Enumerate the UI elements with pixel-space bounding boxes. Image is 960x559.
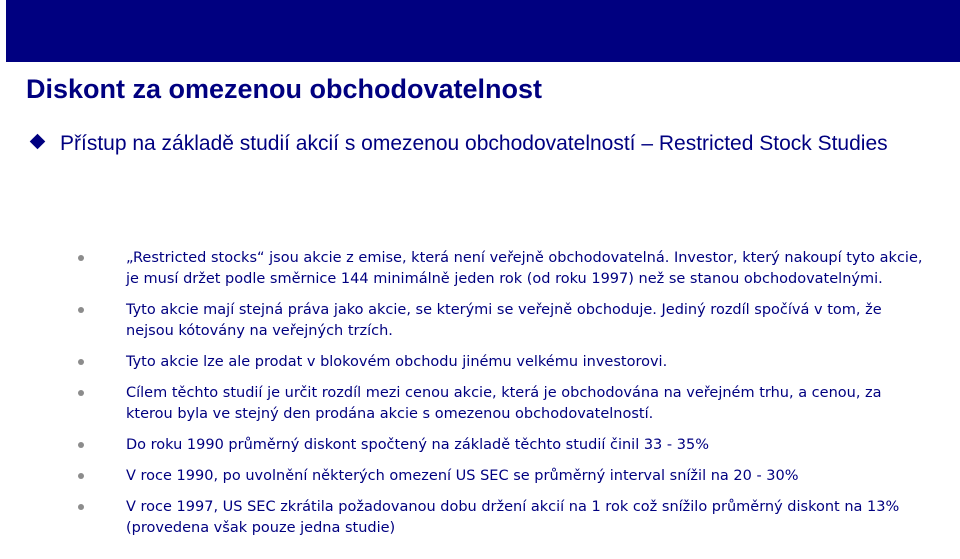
dot-bullet-icon bbox=[78, 442, 84, 448]
bullet-item bbox=[76, 466, 926, 487]
dot-bullet-icon bbox=[78, 359, 84, 365]
bullet-item bbox=[76, 248, 926, 290]
bullet-text: Tyto akcie mají stejná práva jako akcie, se kterými se veřejně obchoduje. Jediný rozdíl spočívá v tom, že nejsou kótovány na veřejných trzích. bbox=[126, 302, 882, 339]
dot-bullet-icon bbox=[78, 255, 84, 261]
bullet-item bbox=[76, 435, 926, 456]
bullet-item bbox=[76, 352, 926, 373]
bullet-text: V roce 1997, US SEC zkrátila požadovanou dobu držení akcií na 1 rok což snížilo průměrný diskont na 13% (provedena však pouze jedna studie) bbox=[126, 499, 900, 536]
bullet-text: Do roku 1990 průměrný diskont spočtený na základě těchto studií činil 33 - 35% bbox=[126, 437, 709, 453]
bullet-text: V roce 1990, po uvolnění některých omezení US SEC se průměrný interval snížil na 20 - 30% bbox=[126, 468, 799, 484]
bullet-list bbox=[76, 248, 926, 539]
bullet-text: Tyto akcie lze ale prodat v blokovém obchodu jinému velkému investorovi. bbox=[126, 354, 668, 370]
dot-bullet-icon bbox=[78, 473, 84, 479]
main-point-text: Přístup na základě studií akcií s omezenou obchodovatelností – Restricted Stock Studies bbox=[60, 132, 888, 155]
dot-bullet-icon bbox=[78, 390, 84, 396]
bullet-item bbox=[76, 497, 926, 539]
bullet-item bbox=[76, 383, 926, 425]
slide-title: Diskont za omezenou obchodovatelnost bbox=[26, 74, 543, 104]
dot-bullet-icon bbox=[78, 504, 84, 510]
dot-bullet-icon bbox=[78, 307, 84, 313]
bullet-item bbox=[76, 300, 926, 342]
header-band bbox=[6, 0, 960, 62]
diamond-bullet-icon bbox=[30, 134, 46, 150]
bullet-text: „Restricted stocks“ jsou akcie z emise, která není veřejně obchodovatelná. Investor, který nakoupí tyto akcie, je musí držet podle směrnice 144 minimálně jeden rok (od roku 1997) než se stanou obchodovatelnými. bbox=[126, 250, 923, 287]
bullet-text: Cílem těchto studií je určit rozdíl mezi cenou akcie, která je obchodována na veřejném trhu, a cenou, za kterou byla ve stejný den prodána akcie s omezenou obchodovatelností. bbox=[126, 385, 882, 422]
